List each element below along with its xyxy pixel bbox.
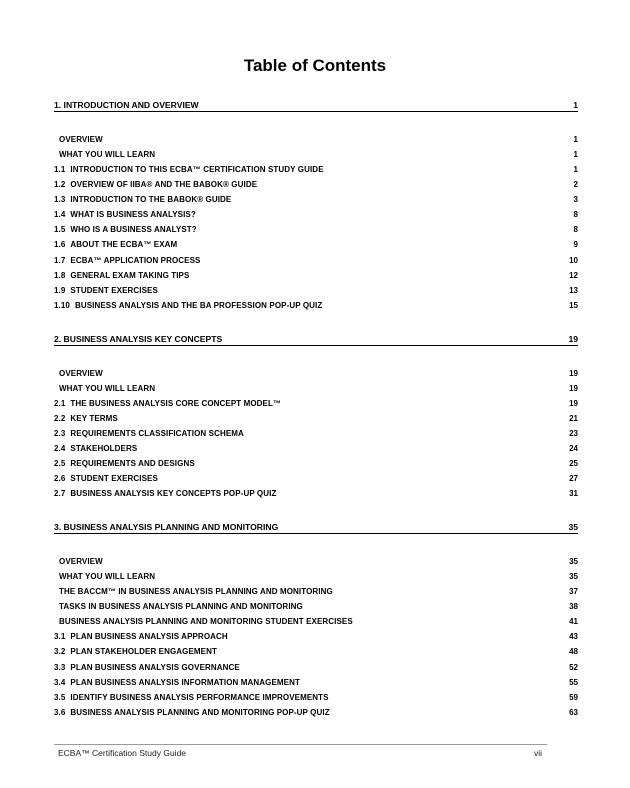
entry-number: 3.6 <box>54 708 66 717</box>
toc-entry[interactable] <box>54 443 578 455</box>
entry-page: 15 <box>569 301 578 310</box>
toc-entry[interactable] <box>54 398 578 410</box>
entry-number: 1.4 <box>54 210 66 219</box>
entry-title: OVERVIEW <box>59 135 103 144</box>
entry-number: 1.9 <box>54 286 66 295</box>
entry-title: OVERVIEW OF IIBA® AND THE BABOK® GUIDE <box>70 180 258 189</box>
entry-title: REQUIREMENTS CLASSIFICATION SCHEMA <box>70 429 244 438</box>
entry-title: WHAT YOU WILL LEARN <box>59 572 156 581</box>
entry-page: 3 <box>573 195 578 204</box>
entry-number: 2.6 <box>54 474 66 483</box>
toc-entry[interactable] <box>54 631 578 643</box>
entry-title: STUDENT EXERCISES <box>70 286 158 295</box>
entry-number: 1.3 <box>54 195 66 204</box>
entry-page: 27 <box>569 474 578 483</box>
entry-title: IDENTIFY BUSINESS ANALYSIS PERFORMANCE IMPROVEMENTS <box>70 693 329 702</box>
entry-page: 10 <box>569 256 578 265</box>
entry-title: WHAT YOU WILL LEARN <box>59 384 156 393</box>
toc-entry[interactable] <box>54 209 578 221</box>
entry-title: PLAN BUSINESS ANALYSIS INFORMATION MANAGEMENT <box>70 678 300 687</box>
toc-entry[interactable] <box>54 413 578 425</box>
entry-page: 2 <box>573 180 578 189</box>
chapter-page: 35 <box>568 522 578 532</box>
toc-entry[interactable] <box>54 194 578 206</box>
entry-page: 21 <box>569 414 578 423</box>
entry-number: 1.6 <box>54 240 66 249</box>
entry-number: 1.10 <box>54 301 70 310</box>
toc-entry[interactable] <box>54 255 578 267</box>
page-title: Table of Contents <box>243 56 387 75</box>
entry-title: STUDENT EXERCISES <box>70 474 158 483</box>
entry-number: 2.2 <box>54 414 66 423</box>
entry-page: 38 <box>569 602 578 611</box>
toc-entry[interactable] <box>54 662 578 674</box>
entry-title: INTRODUCTION TO THIS ECBA™ CERTIFICATION STUDY GUIDE <box>70 165 324 174</box>
entry-page: 35 <box>569 572 578 581</box>
entry-number: 2.5 <box>54 459 66 468</box>
toc-entry[interactable] <box>54 239 578 251</box>
toc-entry[interactable] <box>54 646 578 658</box>
entry-page: 63 <box>569 708 578 717</box>
entry-page: 13 <box>569 286 578 295</box>
entry-number: 1.8 <box>54 271 66 280</box>
entry-title: TASKS IN BUSINESS ANALYSIS PLANNING AND MONITORING <box>59 602 303 611</box>
entry-page: 41 <box>569 617 578 626</box>
entry-number: 2.7 <box>54 489 66 498</box>
entry-page: 1 <box>573 150 578 159</box>
entry-number: 1.5 <box>54 225 66 234</box>
entry-number: 2.3 <box>54 429 66 438</box>
chapter-title: 3. BUSINESS ANALYSIS PLANNING AND MONITORING <box>54 522 279 532</box>
toc-chapter-heading[interactable] <box>54 521 578 534</box>
toc-entry[interactable] <box>54 707 578 719</box>
toc-entry[interactable] <box>54 164 578 176</box>
entry-page: 19 <box>569 399 578 408</box>
toc-entry[interactable] <box>54 285 578 297</box>
entry-number: 2.4 <box>54 444 66 453</box>
toc-entry[interactable] <box>54 368 578 380</box>
entry-title: PLAN BUSINESS ANALYSIS GOVERNANCE <box>70 663 240 672</box>
toc-entry[interactable] <box>54 586 578 598</box>
toc-entry[interactable] <box>54 300 578 312</box>
chapter-page: 1 <box>573 100 578 110</box>
entry-title: ABOUT THE ECBA™ EXAM <box>70 240 178 249</box>
toc-entry[interactable] <box>54 270 578 282</box>
toc-entry[interactable] <box>54 571 578 583</box>
entry-title: OVERVIEW <box>59 369 103 378</box>
entry-title: KEY TERMS <box>70 414 118 423</box>
entry-title: BUSINESS ANALYSIS PLANNING AND MONITORING STUDENT EXERCISES <box>59 617 353 626</box>
entry-page: 25 <box>569 459 578 468</box>
entry-page: 37 <box>569 587 578 596</box>
entry-number: 3.4 <box>54 678 66 687</box>
entry-page: 8 <box>573 210 578 219</box>
entry-page: 55 <box>569 678 578 687</box>
entry-title: OVERVIEW <box>59 557 103 566</box>
toc-entry[interactable] <box>54 488 578 500</box>
entry-number: 3.3 <box>54 663 66 672</box>
entry-title: GENERAL EXAM TAKING TIPS <box>70 271 190 280</box>
entry-title: THE BUSINESS ANALYSIS CORE CONCEPT MODEL™ <box>70 399 282 408</box>
toc-entry[interactable] <box>54 556 578 568</box>
toc-entry[interactable] <box>54 601 578 613</box>
toc-entry[interactable] <box>54 677 578 689</box>
entry-page: 19 <box>569 384 578 393</box>
entry-title: PLAN BUSINESS ANALYSIS APPROACH <box>70 632 228 641</box>
entry-title: WHAT IS BUSINESS ANALYSIS? <box>70 210 196 219</box>
entry-page: 23 <box>569 429 578 438</box>
toc-entry[interactable] <box>54 616 578 628</box>
entry-page: 12 <box>569 271 578 280</box>
entry-title: INTRODUCTION TO THE BABOK® GUIDE <box>70 195 232 204</box>
footer-book-title: ECBA™ Certification Study Guide <box>58 748 187 758</box>
toc-entry[interactable] <box>54 428 578 440</box>
toc-entry[interactable] <box>54 134 578 146</box>
toc-entry[interactable] <box>54 149 578 161</box>
footer-page-number: vii <box>533 748 542 758</box>
entry-number: 2.1 <box>54 399 66 408</box>
toc-entry[interactable] <box>54 179 578 191</box>
entry-title: REQUIREMENTS AND DESIGNS <box>70 459 195 468</box>
page-footer <box>58 748 542 760</box>
chapter-page: 19 <box>568 334 578 344</box>
toc-entry[interactable] <box>54 224 578 236</box>
entry-number: 1.7 <box>54 256 66 265</box>
entry-title: BUSINESS ANALYSIS PLANNING AND MONITORING POP-UP QUIZ <box>70 708 330 717</box>
toc-entry[interactable] <box>54 458 578 470</box>
toc-entry[interactable] <box>54 383 578 395</box>
toc-chapter-heading[interactable] <box>54 333 578 346</box>
entry-title: WHO IS A BUSINESS ANALYST? <box>70 225 197 234</box>
entry-page: 19 <box>569 369 578 378</box>
entry-number: 3.2 <box>54 647 66 656</box>
entry-title: STAKEHOLDERS <box>70 444 138 453</box>
entry-number: 1.2 <box>54 180 66 189</box>
entry-title: WHAT YOU WILL LEARN <box>59 150 156 159</box>
entry-page: 1 <box>573 135 578 144</box>
toc-entry[interactable] <box>54 473 578 485</box>
entry-page: 24 <box>569 444 578 453</box>
entry-number: 3.5 <box>54 693 66 702</box>
entry-title: PLAN STAKEHOLDER ENGAGEMENT <box>70 647 217 656</box>
entry-number: 1.1 <box>54 165 66 174</box>
toc-chapter-heading[interactable] <box>54 99 578 112</box>
chapter-title: 2. BUSINESS ANALYSIS KEY CONCEPTS <box>54 334 223 344</box>
entry-page: 59 <box>569 693 578 702</box>
entry-title: ECBA™ APPLICATION PROCESS <box>70 256 201 265</box>
chapter-title: 1. INTRODUCTION AND OVERVIEW <box>54 100 199 110</box>
entry-title: BUSINESS ANALYSIS AND THE BA PROFESSION POP-UP QUIZ <box>74 301 323 310</box>
entry-page: 35 <box>569 557 578 566</box>
entry-page: 1 <box>573 165 578 174</box>
entry-title: THE BACCM™ IN BUSINESS ANALYSIS PLANNING AND MONITORING <box>59 587 333 596</box>
entry-page: 48 <box>569 647 578 656</box>
entry-page: 8 <box>573 225 578 234</box>
toc-entry[interactable] <box>54 692 578 704</box>
entry-page: 9 <box>573 240 578 249</box>
footer-divider <box>54 744 547 745</box>
entry-page: 43 <box>569 632 578 641</box>
entry-title: BUSINESS ANALYSIS KEY CONCEPTS POP-UP QUIZ <box>70 489 277 498</box>
entry-page: 31 <box>569 489 578 498</box>
entry-page: 52 <box>569 663 578 672</box>
entry-number: 3.1 <box>54 632 66 641</box>
